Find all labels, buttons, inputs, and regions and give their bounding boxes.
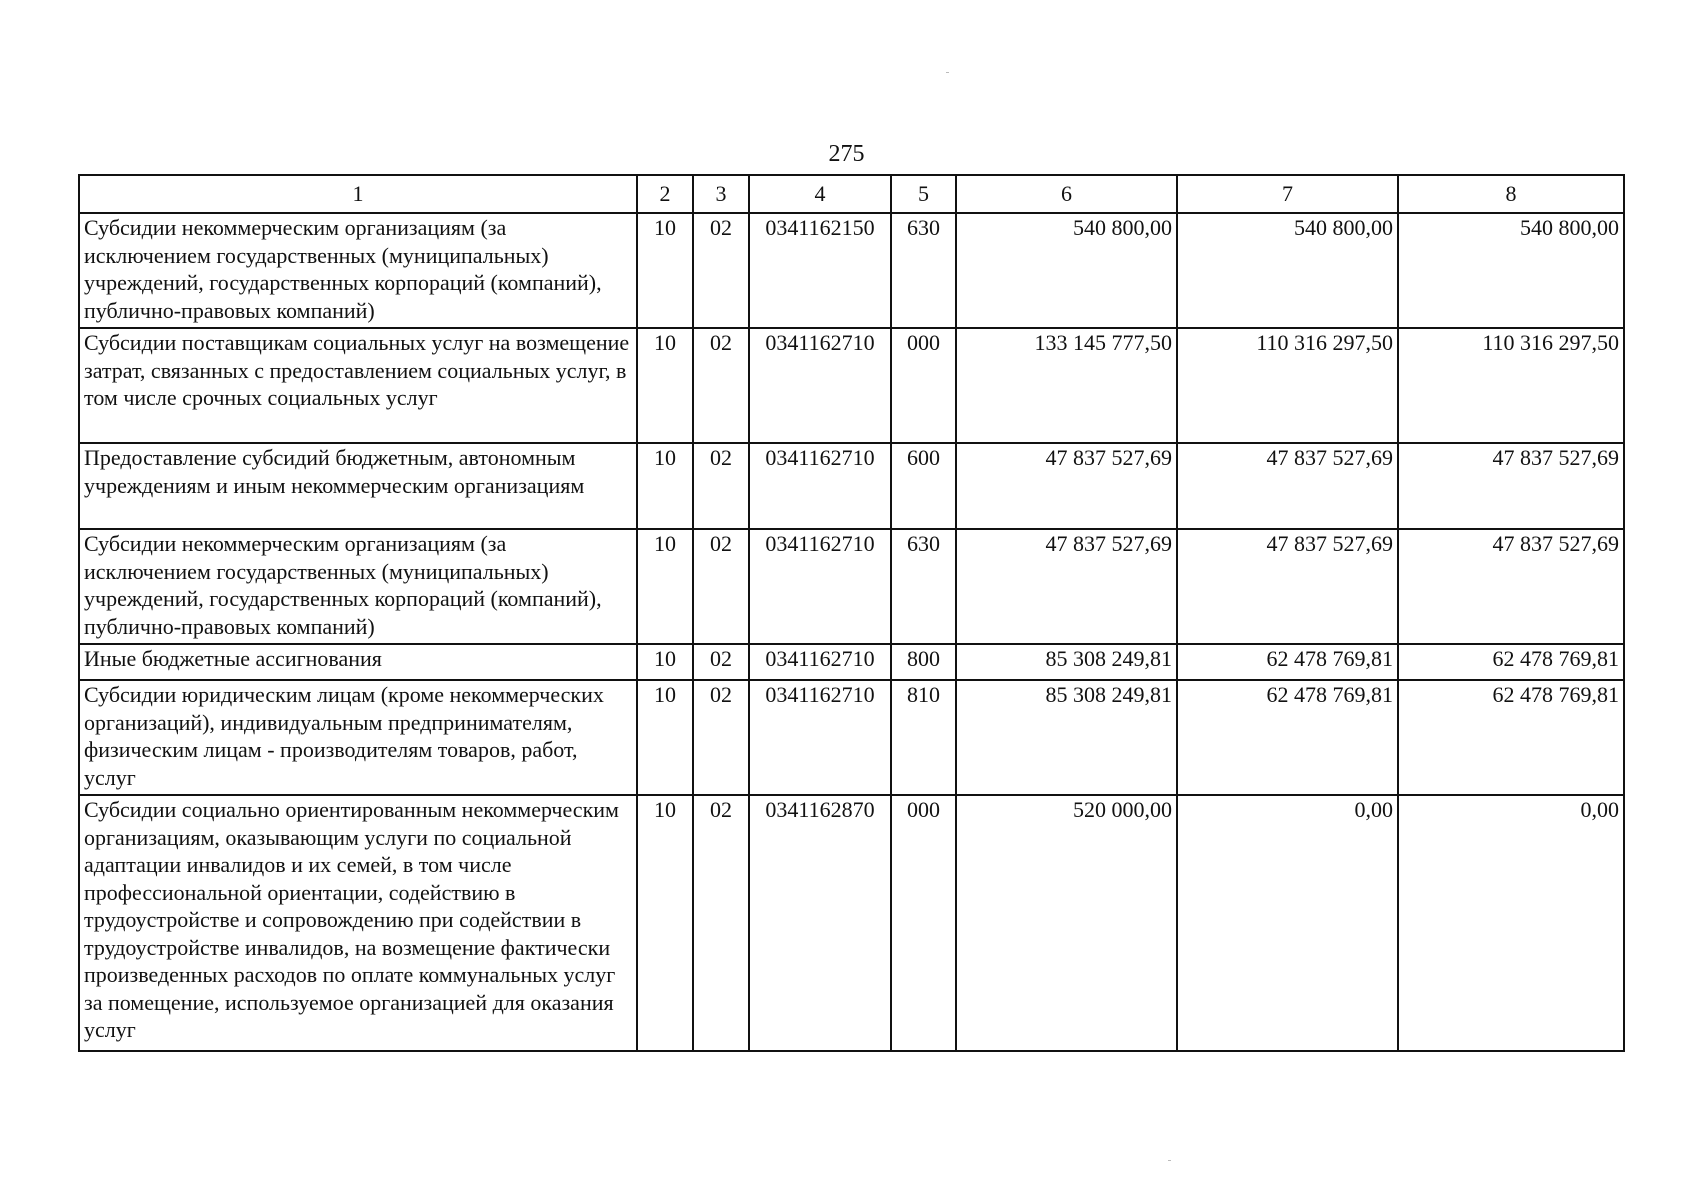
- subsection-code: 02: [693, 680, 749, 795]
- table-row: [79, 213, 1624, 328]
- amount-col-7: 0,00: [1177, 795, 1398, 1051]
- row-name: Предоставление субсидий бюджетным, автономным учреждениям и иным некоммерческим организациям: [79, 443, 637, 529]
- column-header-7: 7: [1177, 175, 1398, 213]
- row-name: Субсидии некоммерческим организациям (за исключением государственных (муниципальных) учреждений, государственных корпораций (компаний), публично-правовых компаний): [79, 213, 637, 328]
- section-code: 10: [637, 328, 693, 443]
- target-article-code: 0341162710: [749, 680, 891, 795]
- column-header-6: 6: [956, 175, 1177, 213]
- target-article-code: 0341162710: [749, 443, 891, 529]
- column-header-5: 5: [891, 175, 956, 213]
- expense-type-code: 630: [891, 529, 956, 644]
- column-header-2: 2: [637, 175, 693, 213]
- amount-col-8: 47 837 527,69: [1398, 529, 1624, 644]
- page-number: 275: [828, 141, 865, 167]
- amount-col-7: 540 800,00: [1177, 213, 1398, 328]
- scan-speck: [1168, 1160, 1171, 1161]
- subsection-code: 02: [693, 644, 749, 680]
- subsection-code: 02: [693, 529, 749, 644]
- row-name: Субсидии социально ориентированным некоммерческим организациям, оказывающим услуги по социальной адаптации инвалидов и их семей, в том числе профессиональной ориентации, содействию в трудоустройстве и сопровождению при содействии в трудоустройстве инвалидов, на возмещение фактически произведенных расходов по оплате коммунальных услуг за помещение, используемое организацией для оказания услуг: [79, 795, 637, 1051]
- amount-col-6: 47 837 527,69: [956, 443, 1177, 529]
- column-header-8: 8: [1398, 175, 1624, 213]
- expense-type-code: 800: [891, 644, 956, 680]
- subsection-code: 02: [693, 443, 749, 529]
- amount-col-8: 110 316 297,50: [1398, 328, 1624, 443]
- section-code: 10: [637, 529, 693, 644]
- column-header-3: 3: [693, 175, 749, 213]
- amount-col-7: 110 316 297,50: [1177, 328, 1398, 443]
- section-code: 10: [637, 680, 693, 795]
- amount-col-6: 133 145 777,50: [956, 328, 1177, 443]
- subsection-code: 02: [693, 328, 749, 443]
- row-name: Субсидии некоммерческим организациям (за исключением государственных (муниципальных) учреждений, государственных корпораций (компаний), публично-правовых компаний): [79, 529, 637, 644]
- table-row: [79, 529, 1624, 644]
- amount-col-8: 540 800,00: [1398, 213, 1624, 328]
- expense-type-code: 810: [891, 680, 956, 795]
- amount-col-6: 47 837 527,69: [956, 529, 1177, 644]
- target-article-code: 0341162150: [749, 213, 891, 328]
- expense-type-code: 000: [891, 328, 956, 443]
- column-header-4: 4: [749, 175, 891, 213]
- amount-col-6: 85 308 249,81: [956, 680, 1177, 795]
- amount-col-6: 520 000,00: [956, 795, 1177, 1051]
- table-row: [79, 328, 1624, 443]
- section-code: 10: [637, 644, 693, 680]
- amount-col-6: 540 800,00: [956, 213, 1177, 328]
- amount-col-8: 62 478 769,81: [1398, 680, 1624, 795]
- row-name: Иные бюджетные ассигнования: [79, 644, 637, 680]
- section-code: 10: [637, 213, 693, 328]
- column-header-1: 1: [79, 175, 637, 213]
- subsection-code: 02: [693, 213, 749, 328]
- expense-type-code: 630: [891, 213, 956, 328]
- row-name: Субсидии юридическим лицам (кроме некоммерческих организаций), индивидуальным предпринимателям, физическим лицам - производителям товаров, работ, услуг: [79, 680, 637, 795]
- target-article-code: 0341162710: [749, 644, 891, 680]
- table-row: [79, 680, 1624, 795]
- target-article-code: 0341162870: [749, 795, 891, 1051]
- header-row: [79, 175, 1624, 213]
- row-name: Субсидии поставщикам социальных услуг на возмещение затрат, связанных с предоставлением социальных услуг, в том числе срочных социальных услуг: [79, 328, 637, 443]
- amount-col-6: 85 308 249,81: [956, 644, 1177, 680]
- amount-col-8: 0,00: [1398, 795, 1624, 1051]
- amount-col-8: 47 837 527,69: [1398, 443, 1624, 529]
- budget-table: [78, 174, 1625, 1052]
- amount-col-7: 47 837 527,69: [1177, 529, 1398, 644]
- expense-type-code: 600: [891, 443, 956, 529]
- table-row: [79, 443, 1624, 529]
- table-row: [79, 644, 1624, 680]
- section-code: 10: [637, 795, 693, 1051]
- section-code: 10: [637, 443, 693, 529]
- amount-col-7: 62 478 769,81: [1177, 644, 1398, 680]
- target-article-code: 0341162710: [749, 529, 891, 644]
- amount-col-8: 62 478 769,81: [1398, 644, 1624, 680]
- scan-speck: [946, 72, 949, 73]
- subsection-code: 02: [693, 795, 749, 1051]
- amount-col-7: 62 478 769,81: [1177, 680, 1398, 795]
- amount-col-7: 47 837 527,69: [1177, 443, 1398, 529]
- target-article-code: 0341162710: [749, 328, 891, 443]
- table-row: [79, 795, 1624, 1051]
- expense-type-code: 000: [891, 795, 956, 1051]
